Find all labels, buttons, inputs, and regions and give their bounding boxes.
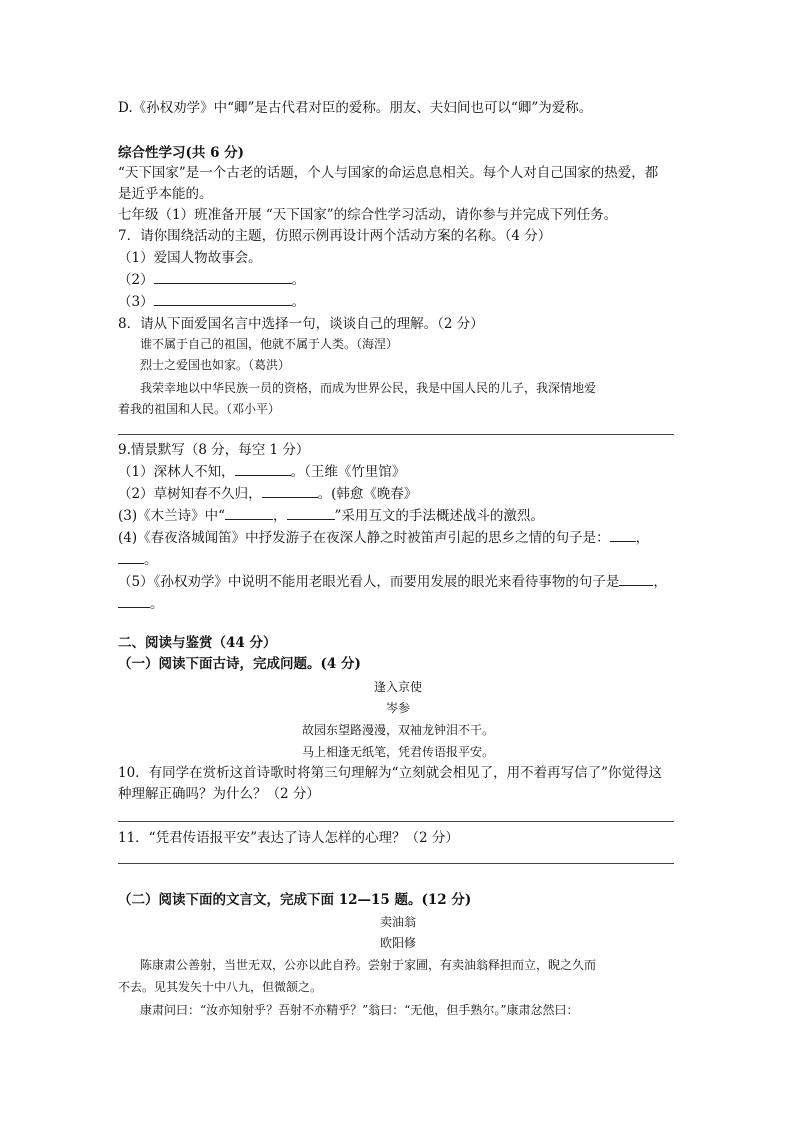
poem-author: 岑参 <box>385 701 410 715</box>
q9-2-text: （2）草树知春不久归， <box>118 486 262 502</box>
q9-item-4 <box>118 528 649 548</box>
answer-line-q8[interactable] <box>118 434 674 435</box>
answer-blank[interactable] <box>262 485 318 498</box>
q9-item-5 <box>118 572 667 592</box>
q9-5-text: （5）《孙权劝学》中说明不能用老眼光看人，而要用发展的眼光来看待事物的句子是 <box>118 574 620 590</box>
answer-blank[interactable] <box>225 507 273 520</box>
answer-blank[interactable] <box>118 595 150 608</box>
question-9: 9.情景默写（8 分，每空 1 分） <box>118 442 310 458</box>
q7-item-2-label: （2） <box>118 272 154 288</box>
q9-5-comma: ， <box>653 574 667 590</box>
question-10-line-2: 种理解正确吗？为什么？（2 分） <box>118 786 320 802</box>
answer-blank[interactable] <box>619 573 653 586</box>
poem-line-2: 马上相逢无纸笔，凭君传语报平安。 <box>301 745 494 759</box>
poem-title: 逢入京使 <box>373 680 422 694</box>
question-11: 11．“凭君传语报平安”表达了诗人怎样的心理？（2 分） <box>118 830 459 846</box>
q9-item-5-cont <box>118 594 164 614</box>
q9-4-period: 。 <box>144 552 158 568</box>
q9-4-comma: ， <box>635 530 650 546</box>
quote-2: 烈士之爱国也如家。（葛洪） <box>140 358 291 372</box>
answer-line-q10[interactable] <box>118 821 674 822</box>
q9-3-comma: ， <box>273 508 287 524</box>
answer-blank[interactable] <box>235 463 291 476</box>
q9-3-text: (3)《木兰诗》中“ <box>118 508 226 524</box>
prose-para-2: 康肃问曰：“汝亦知射乎？吾射不亦精乎？”翁曰：“无他，但手熟尔。”康肃忿然曰： <box>140 1003 579 1017</box>
q9-5-period: 。 <box>150 596 164 612</box>
period: 。 <box>291 272 306 288</box>
quote-1: 谁不属于自己的祖国，他就不属于人类。（海涅） <box>140 337 399 351</box>
answer-line-q11[interactable] <box>118 863 674 864</box>
prose-para-1-line-2: 不去。见其发矢十中八九，但微颔之。 <box>118 980 323 994</box>
q9-item-4-cont <box>118 550 158 570</box>
intro-line-2: 是近乎本能的。 <box>118 186 213 202</box>
q9-item-2 <box>118 484 417 504</box>
subsection-poem: （一）阅读下面古诗，完成问题。(4 分) <box>118 656 361 672</box>
question-7: 7．请你围绕活动的主题，仿照示例再设计两个活动方案的名称。（4 分） <box>118 228 552 244</box>
period: 。 <box>291 294 306 310</box>
q7-item-3 <box>118 292 305 312</box>
intro-line-3: 七年级（1）班准备开展 “天下国家”的综合性学习活动，请你参与并完成下列任务。 <box>118 207 618 223</box>
q9-item-1 <box>118 462 405 482</box>
answer-blank[interactable] <box>610 529 636 542</box>
q7-item-3-label: （3） <box>118 294 154 310</box>
answer-blank[interactable] <box>118 551 144 564</box>
q7-item-2 <box>118 270 305 290</box>
answer-blank[interactable] <box>154 271 292 284</box>
prose-para-1-line-1: 陈康肃公善射，当世无双，公亦以此自矜。尝射于家圃，有卖油翁释担而立，睨之久而 <box>140 958 597 972</box>
q9-item-3 <box>118 506 544 526</box>
q9-1-text: （1）深林人不知， <box>118 464 235 480</box>
section-heading-reading: 二、阅读与鉴赏（44 分） <box>118 635 277 651</box>
question-10-line-1: 10．有同学在赏析这首诗歌时将第三句理解为“立刻就会相见了，用不着再写信了”你觉得这 <box>118 765 662 781</box>
prose-title: 卖油翁 <box>379 915 416 929</box>
q9-3-tail: ”采用互文的手法概述战斗的激烈。 <box>334 508 544 524</box>
option-d: D.《孙权劝学》中“卿”是古代君对臣的爱称。朋友、夫妇间也可以“卿”为爱称。 <box>118 100 593 116</box>
quote-3-line-1: 我荣幸地以中华民族一员的资格，而成为世界公民，我是中国人民的儿子，我深情地爱 <box>140 381 597 395</box>
question-8: 8．请从下面爱国名言中选择一句，谈谈自己的理解。（2 分） <box>118 316 484 332</box>
prose-author: 欧阳修 <box>379 936 416 950</box>
q9-2-source: 。(韩愈《晚春》 <box>317 486 418 502</box>
section-heading-comprehensive: 综合性学习(共 6 分) <box>118 145 245 161</box>
quote-3-line-2: 着我的祖国和人民。（邓小平） <box>118 402 281 416</box>
q9-4-text: (4)《春夜洛城闻笛》中抒发游子在夜深人静之时被笛声引起的思乡之情的句子是： <box>118 530 610 546</box>
q7-example: （1）爱国人物故事会。 <box>118 250 262 266</box>
answer-blank[interactable] <box>287 507 335 520</box>
q9-1-source: 。（王维《竹里馆》 <box>290 464 406 480</box>
subsection-prose: （二）阅读下面的文言文，完成下面 12—15 题。(12 分) <box>118 892 472 908</box>
intro-line-1: “天下国家”是一个古老的话题，个人与国家的命运息息相关。每个人对自己国家的热爱，都 <box>118 165 659 181</box>
answer-blank[interactable] <box>154 293 292 306</box>
poem-line-1: 故园东望路漫漫，双袖龙钟泪不干。 <box>301 723 494 737</box>
